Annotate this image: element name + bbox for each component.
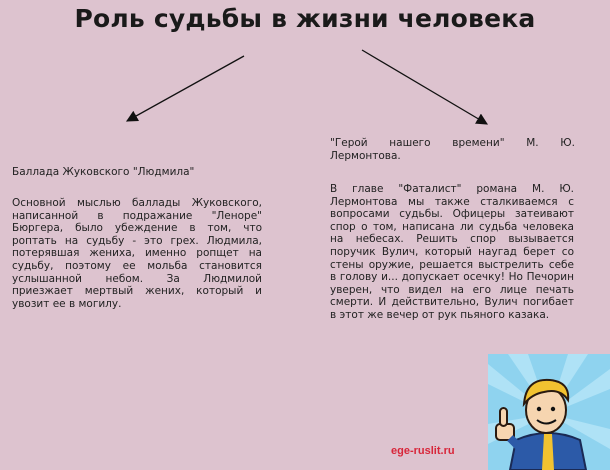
diagram-title: Роль судьбы в жизни человека — [74, 4, 536, 33]
arrow-left — [127, 56, 244, 121]
left-text: Основной мыслью баллады Жуковского, написанной в подражание "Леноре" Бюргера, было убеждение в том, что роптать на судьбу - это грех. Людмила, потерявшая жениха, именно ропщет на судьбу, поэтому ее мольба становится услышанной небом. За Людмилой приезжает мертвый жених, который и увозит ее в могилу. — [12, 197, 262, 310]
watermark: ege-ruslit.ru — [391, 445, 455, 457]
right-heading: "Герой нашего времени" М. Ю. Лермонтова. — [330, 137, 575, 162]
arrow-right — [362, 50, 487, 124]
thumbs-up-mascot-icon — [488, 354, 610, 470]
right-text: В главе "Фаталист" романа М. Ю. Лермонтова мы также сталкиваемся с вопросами судьбы. Офицеры затеивают спор о том, написана ли судьба человека на небесах. Решить спор вызывается поручик Вулич, который наугад берет со стены оружие, решается выстрелить себе в голову и... допускает осечку! Но Печорин уверен, что видел на его лице печать смерти. И действительно, Вулич погибает в этот же вечер от рук пьяного казака. — [330, 183, 574, 321]
left-heading: Баллада Жуковского "Людмила" — [12, 166, 195, 178]
